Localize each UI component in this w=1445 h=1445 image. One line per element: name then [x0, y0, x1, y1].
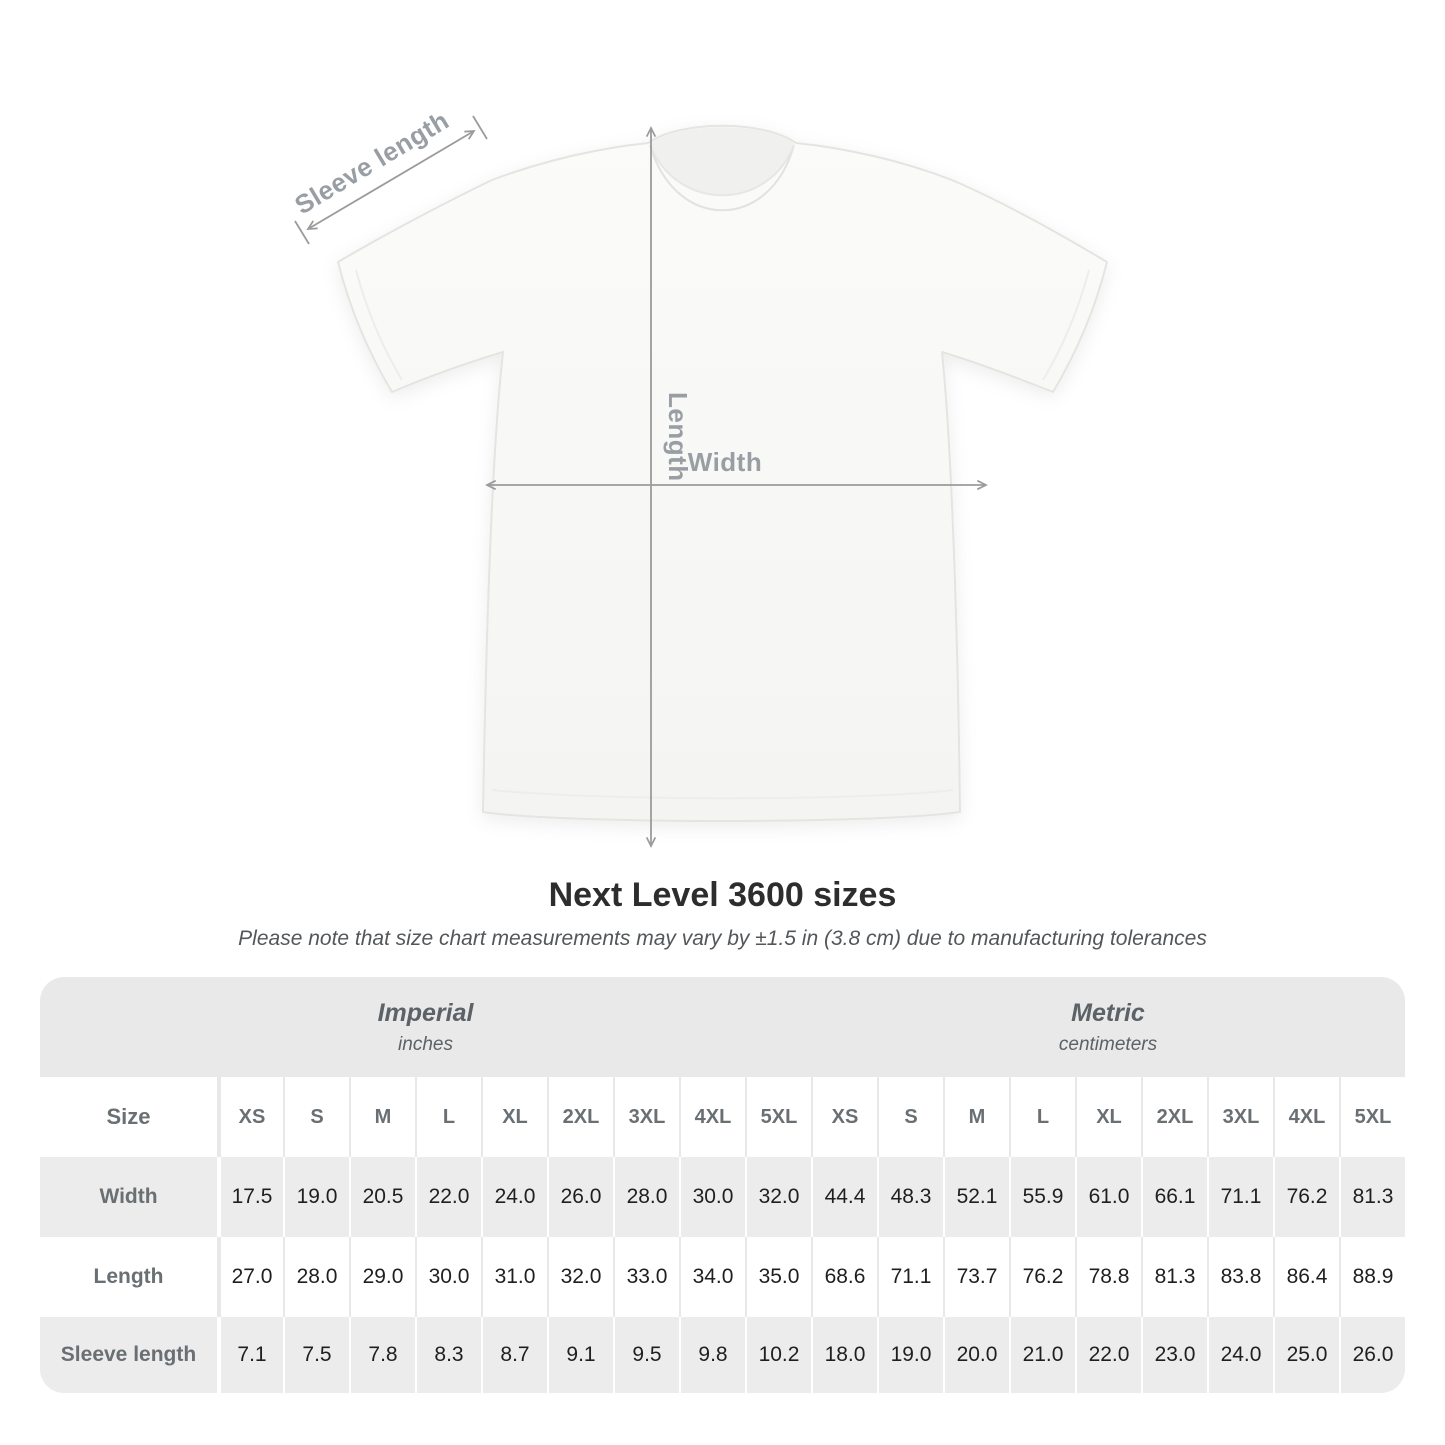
table-cell: 76.2	[1273, 1157, 1339, 1237]
table-cell: 30.0	[415, 1237, 481, 1317]
size-header: XL	[1075, 1077, 1141, 1157]
size-header: XL	[481, 1077, 547, 1157]
table-cell: 20.0	[943, 1317, 1009, 1393]
table-cell: 88.9	[1339, 1237, 1405, 1317]
table-cell: 66.1	[1141, 1157, 1207, 1237]
table-cell: 32.0	[547, 1237, 613, 1317]
table-cell: 86.4	[1273, 1237, 1339, 1317]
table-cell: 7.8	[349, 1317, 415, 1393]
tolerance-note: Please note that size chart measurements may vary by ±1.5 in (3.8 cm) due to manufacturing tolerances	[238, 927, 1207, 950]
table-cell: 21.0	[1009, 1317, 1075, 1393]
table-cell: 30.0	[679, 1157, 745, 1237]
table-cell: 25.0	[1273, 1317, 1339, 1393]
table-cell: 71.1	[877, 1237, 943, 1317]
size-header: 3XL	[1207, 1077, 1273, 1157]
size-chart-table	[40, 977, 1405, 1393]
table-cell: 19.0	[877, 1317, 943, 1393]
sleeve-length-label: Sleeve length	[289, 104, 455, 221]
table-cell: 73.7	[943, 1237, 1009, 1317]
size-header: M	[349, 1077, 415, 1157]
size-header: M	[943, 1077, 1009, 1157]
sleeve-arrow-end-tick	[295, 221, 309, 244]
table-cell: 44.4	[811, 1157, 877, 1237]
table-cell: 24.0	[481, 1157, 547, 1237]
table-cell: 83.8	[1207, 1237, 1273, 1317]
imperial-unit-header	[40, 977, 811, 1077]
table-cell: 24.0	[1207, 1317, 1273, 1393]
sleeve-arrow-end-tick	[473, 116, 487, 139]
metric-unit-header	[811, 977, 1405, 1077]
size-header: L	[415, 1077, 481, 1157]
table-cell: 33.0	[613, 1237, 679, 1317]
size-header: 4XL	[1273, 1077, 1339, 1157]
table-cell: 28.0	[613, 1157, 679, 1237]
table-cell: 52.1	[943, 1157, 1009, 1237]
table-cell: 7.5	[283, 1317, 349, 1393]
table-cell: 8.7	[481, 1317, 547, 1393]
table-cell: 18.0	[811, 1317, 877, 1393]
table-cell: 76.2	[1009, 1237, 1075, 1317]
table-cell: 61.0	[1075, 1157, 1141, 1237]
size-header: 4XL	[679, 1077, 745, 1157]
table-cell: 48.3	[877, 1157, 943, 1237]
table-cell: 23.0	[1141, 1317, 1207, 1393]
imperial-sublabel: inches	[398, 1033, 453, 1055]
table-cell: 71.1	[1207, 1157, 1273, 1237]
table-cell: 20.5	[349, 1157, 415, 1237]
row-label: Length	[40, 1237, 217, 1317]
size-header: XS	[217, 1077, 283, 1157]
table-cell: 29.0	[349, 1237, 415, 1317]
size-header: 2XL	[1141, 1077, 1207, 1157]
size-header: 2XL	[547, 1077, 613, 1157]
table-cell: 26.0	[547, 1157, 613, 1237]
table-cell: 55.9	[1009, 1157, 1075, 1237]
row-label: Width	[40, 1157, 217, 1237]
table-cell: 78.8	[1075, 1237, 1141, 1317]
size-header: 3XL	[613, 1077, 679, 1157]
width-label: Width	[687, 447, 763, 477]
metric-sublabel: centimeters	[1058, 1033, 1158, 1055]
size-header: 5XL	[745, 1077, 811, 1157]
table-cell: 31.0	[481, 1237, 547, 1317]
size-header: S	[877, 1077, 943, 1157]
table-cell: 34.0	[679, 1237, 745, 1317]
imperial-label: Imperial	[377, 998, 474, 1027]
table-cell: 19.0	[283, 1157, 349, 1237]
row-label: Sleeve length	[40, 1317, 217, 1393]
table-cell: 7.1	[217, 1317, 283, 1393]
size-header: 5XL	[1339, 1077, 1405, 1157]
size-column-header: Size	[40, 1077, 217, 1157]
size-header: XS	[811, 1077, 877, 1157]
table-cell: 28.0	[283, 1237, 349, 1317]
table-cell: 32.0	[745, 1157, 811, 1237]
size-header: S	[283, 1077, 349, 1157]
table-cell: 9.1	[547, 1317, 613, 1393]
table-cell: 17.5	[217, 1157, 283, 1237]
table-cell: 9.8	[679, 1317, 745, 1393]
table-cell: 22.0	[415, 1157, 481, 1237]
table-cell: 81.3	[1141, 1237, 1207, 1317]
size-header: L	[1009, 1077, 1075, 1157]
table-cell: 81.3	[1339, 1157, 1405, 1237]
table-cell: 8.3	[415, 1317, 481, 1393]
table-cell: 26.0	[1339, 1317, 1405, 1393]
table-cell: 68.6	[811, 1237, 877, 1317]
table-cell: 35.0	[745, 1237, 811, 1317]
table-cell: 27.0	[217, 1237, 283, 1317]
table-cell: 10.2	[745, 1317, 811, 1393]
metric-label: Metric	[1071, 998, 1145, 1027]
table-cell: 22.0	[1075, 1317, 1141, 1393]
page-title: Next Level 3600 sizes	[548, 876, 897, 914]
length-label: Length	[663, 392, 693, 482]
table-cell: 9.5	[613, 1317, 679, 1393]
